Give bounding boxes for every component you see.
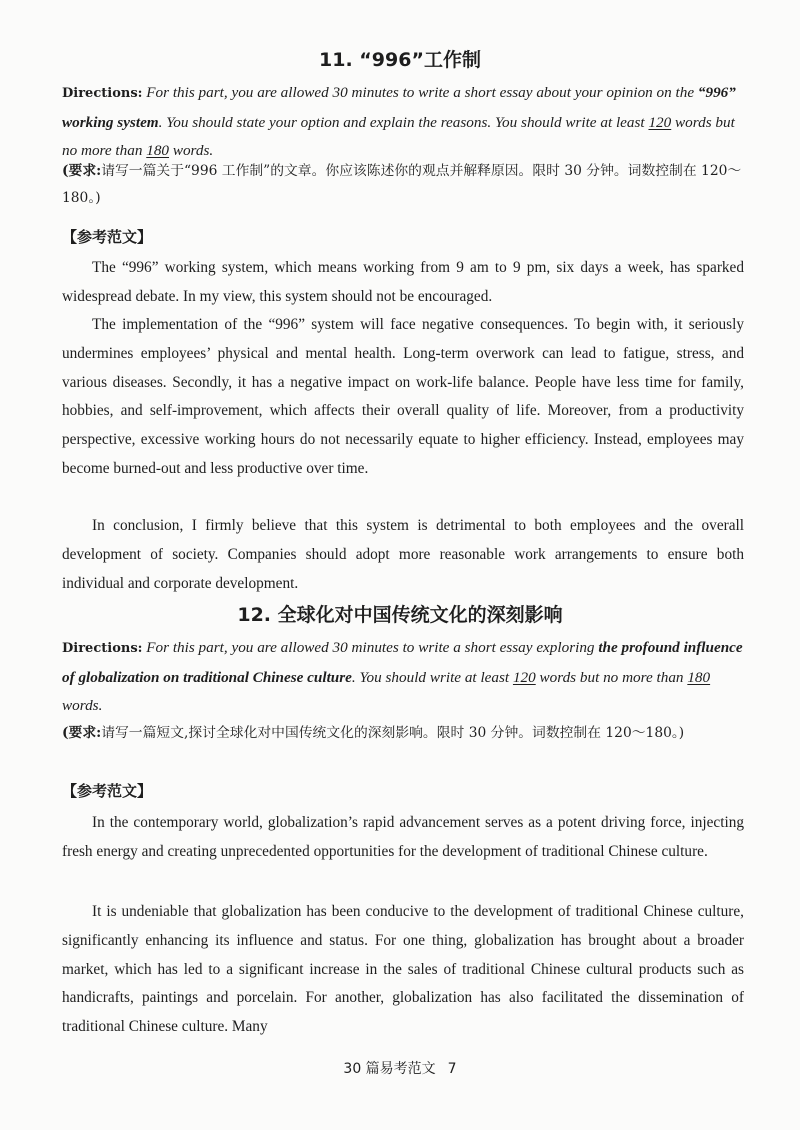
essay-paragraph: It is undeniable that globalization has been conducive to the development of traditional Chinese culture, significantly enhancing its influence and status. For one thing, globalization has brought about a broader market, which has led to a significant increase in the sales of traditional Chinese cultural products such as handicrafts, paintings and porcelain. For another, globalization has also facilitated the dissemination of traditional Chinese culture. Many [62,903,744,1036]
section-11-requirement: (要求:请写一篇关于“996 工作制”的文章。你应该陈述你的观点并解释原因。限时 30 分钟。词数控制在 120～180。) [62,163,742,206]
directions-label: Directions: [62,641,143,656]
essay-topic: “996” working system [62,84,736,131]
essay-paragraph: The “996” working system, which means working from 9 am to 9 pm, six days a week, has sparked widespread debate. In my view, this system should not be encouraged. [62,259,744,305]
max-words: 180 [146,142,170,159]
max-words: 180 [687,668,711,686]
essay-paragraph: In the contemporary world, globalization’s rapid advancement serves as a potent driving force, injecting fresh energy and creating unprecedented opportunities for the development of traditional Chinese culture. [62,814,744,860]
essay-paragraph: The implementation of the “996” system will face negative consequences. To begin with, it seriously undermines employees’ physical and mental health. Long-term overwork can lead to fatigue, stress, and various diseases. Secondly, it has a negative impact on work-life balance. People have less time for family, hobbies, and self-improvement, which affects their overall quality of life. Moreover, from a productivity perspective, excessive working hours do not necessarily equate to higher efficiency. Instead, employees may become burned-out and less productive over time. [62,316,744,477]
book-title: 30 篇易考范文 [343,1061,436,1077]
section-12-requirement: (要求:请写一篇短文,探讨全球化对中国传统文化的深刻影响。限时 30 分钟。词数控制在 120～180。) [62,725,685,741]
min-words: 120 [512,668,536,686]
section-12-directions: Directions: For this part, you are allowed 30 minutes to write a short essay exploring the profound influence of globalization on traditional Chinese culture. You should write at least 120 words but no more than 180 words. [62,639,743,714]
section-11-directions: Directions: For this part, you are allowed 30 minutes to write a short essay about your opinion on the “996” working system. You should state your option and explain the reasons. You should write at least 120 words but no more than 180 words. [62,84,736,159]
section-12-title: 12. 全球化对中国传统文化的深刻影响 [237,604,563,626]
page-number: 7 [447,1061,457,1077]
section-11-title: 11. “996”工作制 [319,49,481,71]
directions-label: Directions: [62,86,143,101]
essay-paragraph: In conclusion, I firmly believe that this system is detrimental to both employees and the overall development of society. Companies should adopt more reasonable work arrangements to ensure both individual and corporate development. [62,517,744,592]
essay-topic: the profound influence of globalization on traditional Chinese culture [62,639,743,686]
section-12-model-heading: 【参考范文】 [62,782,153,800]
section-11-model-heading: 【参考范文】 [62,228,153,246]
min-words: 120 [648,113,672,131]
page-footer [0,1058,800,1078]
